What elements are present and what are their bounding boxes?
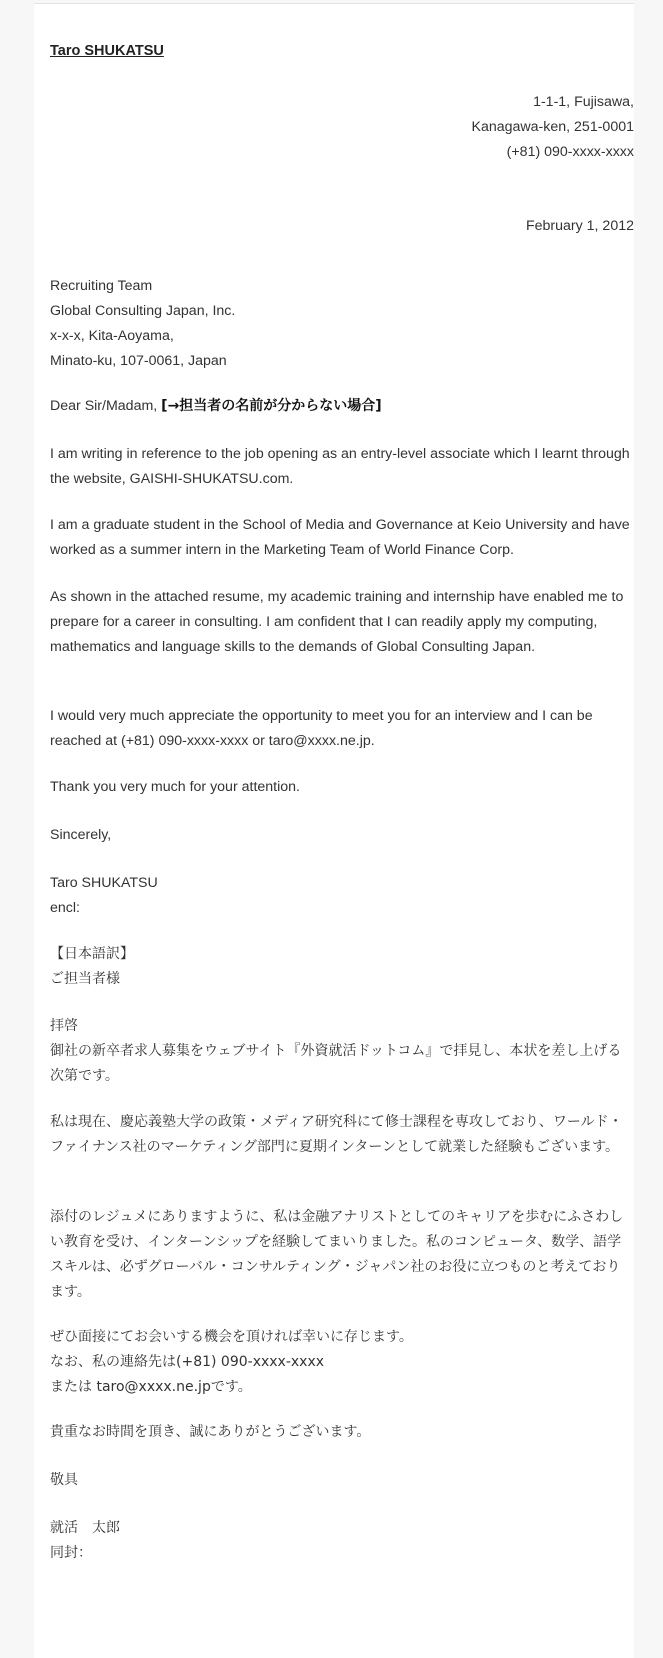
body-paragraph: Thank you very much for your attention. bbox=[50, 779, 300, 795]
recipient-line: Global Consulting Japan, Inc. bbox=[50, 303, 236, 319]
salutation-note: [→担当者の名前が分からない場合] bbox=[161, 398, 382, 414]
jp-signature-block bbox=[50, 1516, 634, 1566]
sender-address-line: Kanagawa-ken, 251-0001 bbox=[471, 119, 634, 135]
body-paragraph: I am writing in reference to the job opening as an entry-level associate which I learnt through the website, GAISHI-SHUKATSU.com. bbox=[50, 446, 630, 487]
recipient-line: x-x-x, Kita-Aoyama, bbox=[50, 328, 174, 344]
body-paragraph: I am a graduate student in the School of Media and Governance at Keio University and have worked as a summer intern in the Marketing Team of World Finance Corp. bbox=[50, 517, 630, 558]
body-paragraph: As shown in the attached resume, my academic training and internship have enabled me to prepare for a career in consulting. I am confident that I can readily apply my computing, mathematics and language skills to the demands of Global Consulting Japan. bbox=[50, 589, 624, 655]
jp-contact-line: なお、私の連絡先は(+81) 090-xxxx-xxxx bbox=[50, 1354, 325, 1370]
recipient-line: Minato-ku, 107-0061, Japan bbox=[50, 353, 227, 369]
jp-opening: 拝啓 bbox=[50, 1018, 78, 1034]
sender-phone: (+81) 090-xxxx-xxxx bbox=[506, 144, 634, 160]
sender-name-heading: Taro SHUKATSU bbox=[50, 43, 164, 59]
recipient-address bbox=[50, 274, 634, 374]
salutation bbox=[50, 394, 634, 419]
jp-header bbox=[50, 942, 634, 992]
sender-address-line: 1-1-1, Fujisawa, bbox=[533, 94, 634, 110]
signature-block bbox=[50, 871, 634, 921]
jp-closing: 敬具 bbox=[50, 1472, 78, 1488]
sender-address bbox=[472, 90, 635, 165]
jp-contact bbox=[50, 1325, 634, 1400]
body-paragraph: I would very much appreciate the opportunity to meet you for an interview and I can be reached at (+81) 090-xxxx-xxxx or taro@xxxx.ne.jp. bbox=[50, 708, 593, 749]
salutation-text: Dear Sir/Madam, bbox=[50, 398, 162, 414]
jp-paragraph: 私は現在、慶応義塾大学の政策・メディア研究科にて修士課程を専攻しており、ワールド・ファイナンス社のマーケティング部門に夏期インターンとして就業した経験もございます。 bbox=[50, 1114, 623, 1155]
letter-date: February 1, 2012 bbox=[525, 218, 634, 234]
jp-contact-line: ぜひ面接にてお会いする機会を頂ければ幸いに存じます。 bbox=[50, 1329, 413, 1345]
jp-enclosure: 同封： bbox=[50, 1545, 92, 1561]
jp-thanks: 貴重なお時間を頂き、誠にありがとうございます。 bbox=[50, 1424, 371, 1440]
jp-paragraph: 御社の新卒者求人募集をウェブサイト『外資就活ドットコム』で拝見し、本状を差し上げる次第です。 bbox=[50, 1043, 622, 1084]
recipient-line: Recruiting Team bbox=[50, 278, 153, 294]
jp-addressee: ご担当者様 bbox=[50, 971, 120, 987]
jp-opening-block bbox=[50, 1014, 634, 1089]
signature: Taro SHUKATSU bbox=[50, 875, 158, 891]
jp-paragraph: 添付のレジュメにありますように、私は金融アナリストとしてのキャリアを歩むにふさわしい教育を受け、インターンシップを経験してまいりました。私のコンピュータ、数学、語学スキルは、必ずグローバル・コンサルティング・ジャパン社のお役に立つものと考えております。 bbox=[50, 1209, 624, 1300]
jp-contact-line: または taro@xxxx.ne.jpです。 bbox=[50, 1379, 252, 1395]
jp-heading: 【日本語訳】 bbox=[50, 946, 134, 962]
jp-signature: 就活 太郎 bbox=[50, 1520, 120, 1536]
closing: Sincerely, bbox=[50, 827, 112, 843]
letter-page bbox=[34, 3, 634, 1658]
enclosure: encl: bbox=[50, 900, 80, 916]
